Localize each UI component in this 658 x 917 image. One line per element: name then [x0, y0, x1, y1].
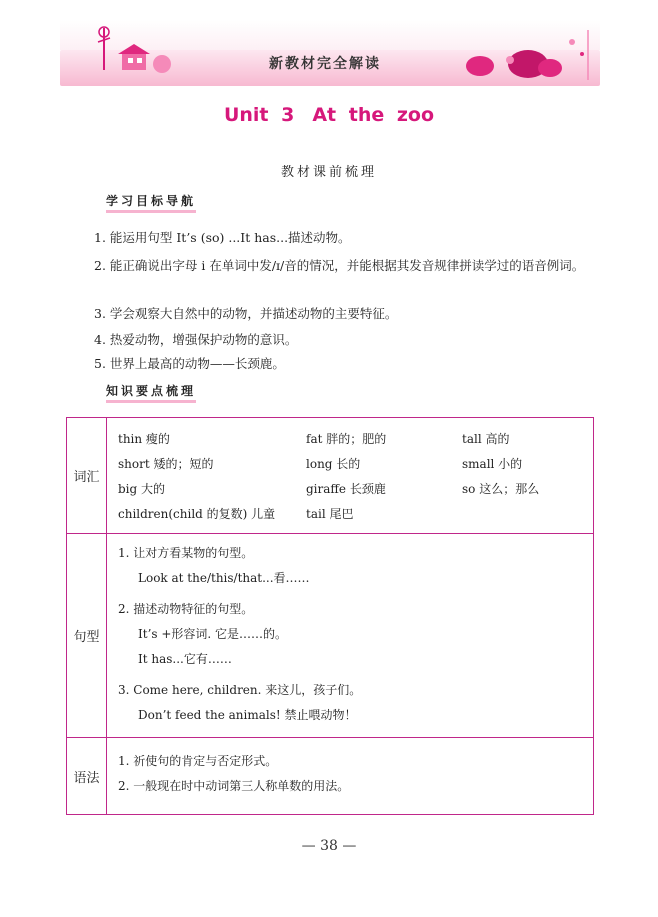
page-number: — 38 — [301, 838, 357, 854]
flower-bush-decoration-icon [450, 30, 600, 86]
sentence-cell [107, 534, 594, 738]
vocab-label: 词汇 [67, 418, 107, 534]
vocab-item: short 矮的；短的 [118, 457, 214, 471]
sentence-3b: Don’t feed the animals! 禁止喂动物！ [138, 708, 357, 722]
vocab-item: tail 尾巴 [306, 507, 354, 521]
unit-title [0, 104, 658, 126]
goals-heading: 学习目标导航 [106, 192, 196, 213]
goal-item-1: 1. 能运用句型 It’s (so) ...It has...描述动物。 [94, 230, 351, 245]
grammar-label: 语法 [67, 738, 107, 815]
sentence-2a: It’s +形容词. 它是……的。 [138, 627, 288, 641]
table-row [67, 534, 594, 738]
unit-name: At the zoo [312, 104, 435, 126]
vocab-grid [108, 419, 592, 532]
vocab-item: giraffe 长颈鹿 [306, 482, 386, 496]
goal-item-4: 4. 热爱动物，增强保护动物的意识。 [94, 332, 298, 347]
vocab-item: thin 瘦的 [118, 432, 170, 446]
knowledge-table [66, 417, 594, 815]
vocab-item: tall 高的 [462, 432, 510, 446]
unit-number: Unit 3 [223, 104, 295, 126]
sentence-2b: It has...它有…… [138, 652, 232, 666]
table-row [67, 738, 594, 815]
grammar-1: 1. 祈使句的肯定与否定形式。 [118, 754, 278, 768]
vocab-cell [107, 418, 594, 534]
vocab-item: small 小的 [462, 457, 523, 471]
house-tree-decoration-icon [70, 20, 180, 80]
vocab-item: long 长的 [306, 457, 361, 471]
goal-item-5: 5. 世界上最高的动物——长颈鹿。 [94, 356, 285, 371]
vocab-item: fat 胖的；肥的 [306, 432, 387, 446]
sentence-1a: Look at the/this/that...看…… [138, 571, 310, 585]
table-row [67, 418, 594, 534]
banner-title: 新教材完全解读 [269, 56, 381, 72]
goal-item-3: 3. 学会观察大自然中的动物，并描述动物的主要特征。 [94, 306, 398, 321]
goal-item-2: 2. 能正确说出字母 i 在单词中发/ɪ/音的情况，并能根据其发音规律拼读学过的语音例词。 [94, 258, 585, 273]
vocab-item [462, 504, 592, 524]
sentence-3a: 3. Come here, children. 来这儿，孩子们。 [118, 683, 362, 697]
knowledge-heading: 知识要点梳理 [106, 382, 196, 403]
sentence-label: 句型 [67, 534, 107, 738]
grammar-cell [107, 738, 594, 815]
vocab-item: big 大的 [118, 482, 166, 496]
header-banner [60, 20, 600, 82]
sentence-1: 1. 让对方看某物的句型。 [118, 546, 254, 560]
section-title: 教材课前梳理 [280, 165, 377, 180]
sentence-block [108, 535, 592, 736]
vocab-item: so 这么；那么 [462, 482, 540, 496]
grammar-2: 2. 一般现在时中动词第三人称单数的用法。 [118, 779, 350, 793]
sentence-2: 2. 描述动物特征的句型。 [118, 602, 254, 616]
grammar-block [108, 739, 592, 813]
vocab-item: children(child 的复数) 儿童 [118, 507, 276, 521]
